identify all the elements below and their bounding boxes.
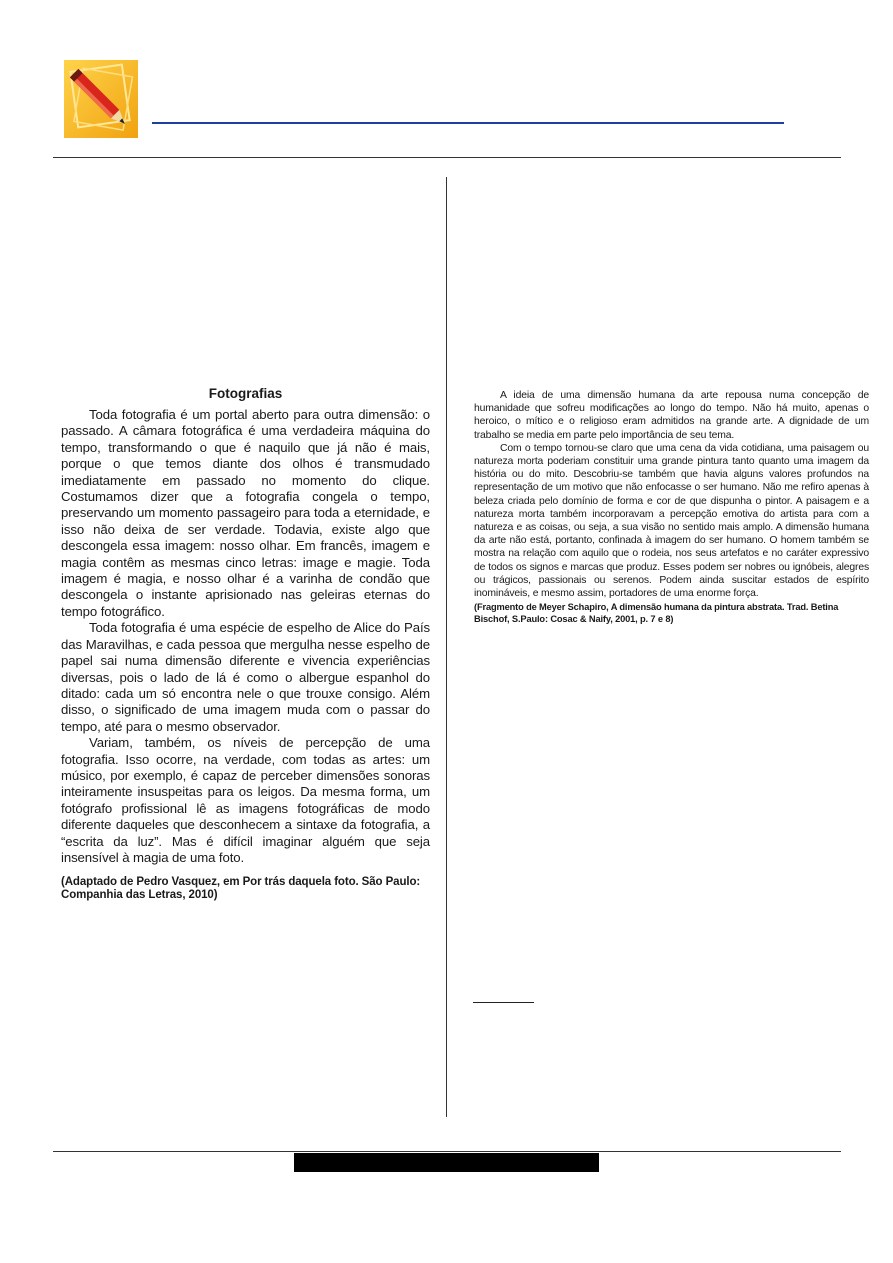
article-paragraph: Toda fotografia é uma espécie de espelho de Alice do País das Maravilhas, e cada pessoa que mergulha nesse espelho de papel sai numa dimensão diferente e vivencia experiências diversas, pois o lado de lá é como o albergue espanhol do ditado: cada um só encontra nele o que trouxe consigo. Além disso, o significado de uma imagem muda com o passar do tempo, até para o mesmo observador. (61, 620, 430, 734)
article-paragraph: Variam, também, os níveis de percepção de uma fotografia. Isso ocorre, na verdade, com todas as artes: um músico, por exemplo, é capaz de perceber dimensões sonoras inteiramente insuspeitas para os leigos. Da mesma forma, um fotógrafo profissional lê as imagens fotográficas de modo diferente daqueles que desconhecem a sintaxe da fotografia, a “escrita da luz”. Mas é difícil imaginar alguém que seja insensível à magia de uma foto. (61, 735, 430, 865)
header-line (152, 122, 784, 124)
article-title: Fotografias (208, 386, 283, 401)
article-source: (Adaptado de Pedro Vasquez, em Por trás daquela foto. São Paulo: Companhia das Letras, 2010) (61, 876, 421, 901)
article-paragraph: A ideia de uma dimensão humana da arte repousa numa concepção de humanidade que sofreu modificações ao longo do tempo. Não há muito, apenas o heroico, o mítico e o religioso eram admitidos na grande arte. A dignidade de um trabalho se media em parte pelo importância de seu tema. (474, 390, 869, 441)
article-paragraph: Toda fotografia é um portal aberto para outra dimensão: o passado. A câmara fotográfica é uma verdadeira máquina do tempo, transformando o que é naquilo que já não é mais, porque o que temos diante dos olhos é transmudado imediatamente em passado no momento do clique. Costumamos dizer que a fotografia congela o tempo, preservando um momento passageiro para toda a eternidade, e isso não deixa de ser verdade. Todavia, existe algo que descongela essa imagem: nosso olhar. Em francês, imagem e magia contêm as mesmas cinco letras: image e magie. Toda imagem é magia, e nosso olhar é a varinha de condão que descongela o instante aprisionado nas geleiras eternas do tempo fotográfico. (61, 407, 430, 619)
bottom-divider (53, 1151, 841, 1152)
article-source: (Fragmento de Meyer Schapiro, A dimensão humana da pintura abstrata. Trad. Betina Bischof, S.Paulo: Cosac & Naify, 2001, p. 7 e 8) (474, 602, 839, 624)
left-article (61, 386, 430, 901)
footer-bar (294, 1153, 599, 1172)
article-paragraph: Com o tempo tornou-se claro que uma cena da vida cotidiana, uma paisagem ou natureza morta poderiam constituir uma grande pintura tanto quanto uma imagem da história ou do mito. Descobriu-se também que havia alguns valores profundos na representação de um motivo que não enfocasse o ser humano. Não me refiro apenas à beleza criada pelo domínio de forma e cor de que dispunha o pintor. A paisagem e a natureza morta também incorporavam a percepção emotiva do artista para com a natureza e as coisas, ou seja, a sua visão no sentido mais amplo. A dimensão humana da arte não está, portanto, confinada à imagem do ser humano. O homem também se mostra na relação com aquilo que o rodeia, nos seus artefatos e no caráter expressivo de todos os signos e marcas que produz. Esses podem ser nobres ou ignóbeis, alegres ou trágicos, passionais ou serenos. Podem ainda suscitar estados de espírito inomináveis, e mesmo assim, portadores de uma enorme força. (474, 442, 869, 600)
right-article (474, 389, 869, 625)
pencil-logo-icon (64, 60, 138, 138)
answer-line (473, 1002, 534, 1003)
top-divider (53, 157, 841, 158)
column-divider (446, 177, 447, 1117)
